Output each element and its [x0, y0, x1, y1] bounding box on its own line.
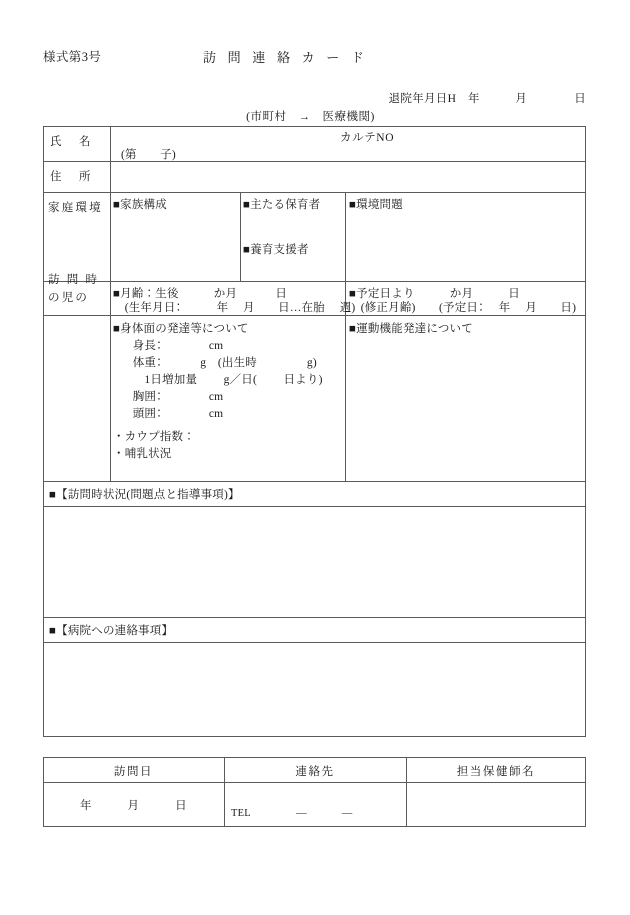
- family-composition-heading: ■家族構成: [113, 199, 167, 211]
- child-birth-order-field[interactable]: (第 子): [121, 149, 176, 161]
- form-number: 様式第3号: [43, 50, 102, 64]
- visit-date-value-field[interactable]: 年 月 日: [79, 800, 188, 812]
- telephone-value-field[interactable]: TEL — —: [231, 808, 353, 819]
- footer-header-visit-date: 訪問日: [113, 766, 154, 778]
- divider-physical-visit-situation: [43, 481, 586, 482]
- physical-row-daily-gain[interactable]: 1日増加量 g／日( 日より): [121, 374, 323, 386]
- hospital-notes-heading: ■【病院への連絡事項】: [49, 625, 174, 637]
- divider-hospital-heading-body: [43, 642, 586, 643]
- child-at-visit-label-line2: の児の: [48, 292, 90, 304]
- due-date-line1[interactable]: ■予定日より か月 日: [349, 288, 520, 300]
- physical-row-height[interactable]: 身長： cm: [121, 340, 224, 352]
- primary-caregiver-heading: ■主たる保育者: [243, 199, 321, 211]
- divider-home-env-age: [43, 281, 586, 282]
- divider-label-column: [110, 126, 111, 481]
- divider-visit-heading-body: [43, 506, 586, 507]
- footer-header-divider: [43, 782, 586, 783]
- physical-development-heading: ■身体面の発達等について: [113, 323, 249, 335]
- chart-number-label: カルテNO: [340, 132, 395, 144]
- name-label: 氏 名: [50, 136, 94, 148]
- environmental-problems-field[interactable]: [349, 216, 579, 276]
- age-in-months-line2[interactable]: (生年月日： 年 月 日…在胎 週): [113, 302, 356, 314]
- childrearing-supporter-field[interactable]: [243, 261, 338, 277]
- address-field[interactable]: [121, 168, 576, 186]
- environmental-problems-heading: ■環境問題: [349, 199, 403, 211]
- divider-address-home-env: [43, 192, 586, 193]
- motor-development-heading: ■運動機能発達について: [349, 323, 473, 335]
- family-composition-field[interactable]: [113, 216, 233, 276]
- document-header: [43, 47, 586, 71]
- footer-header-nurse-name: 担当保健師名: [456, 766, 536, 778]
- visit-situation-heading: ■【訪問時状況(問題点と指導事項)】: [49, 489, 240, 501]
- motor-development-field[interactable]: [349, 340, 579, 475]
- primary-caregiver-field[interactable]: [243, 216, 338, 240]
- page-title: 訪 問 連 絡 カ ー ド: [203, 50, 369, 65]
- physical-row-head[interactable]: 頭囲： cm: [121, 408, 224, 420]
- physical-row-chest[interactable]: 胸囲： cm: [121, 391, 224, 403]
- age-in-months-line1[interactable]: ■月齢：生後 か月 日: [113, 288, 288, 300]
- child-at-visit-label-line1: 訪 問 時: [48, 274, 100, 286]
- home-environment-label: 家庭環境: [48, 202, 103, 214]
- divider-visit-body-hospital: [43, 617, 586, 618]
- kaup-index-field[interactable]: ・カウプ指数：: [113, 431, 195, 443]
- feeding-status-field[interactable]: ・哺乳状況: [113, 448, 172, 460]
- visit-situation-field[interactable]: [49, 512, 576, 612]
- footer-header-contact: 連絡先: [295, 766, 335, 778]
- divider-left-right-columns: [345, 192, 346, 481]
- childrearing-supporter-heading: ■養育支援者: [243, 244, 309, 256]
- due-date-line2[interactable]: (修正月齢) (予定日： 年 月 日): [349, 302, 577, 314]
- nurse-name-value-field[interactable]: [412, 797, 580, 817]
- address-label: 住 所: [50, 171, 94, 183]
- divider-family-caregiver: [240, 192, 241, 281]
- discharge-date-line: 退院年月日H 年 月 日: [388, 93, 586, 105]
- physical-row-weight[interactable]: 体重： g (出生時 g): [121, 357, 317, 369]
- municipality-to-medical-institution-line: (市町村 → 医療機関): [246, 111, 375, 123]
- hospital-notes-field[interactable]: [49, 648, 576, 731]
